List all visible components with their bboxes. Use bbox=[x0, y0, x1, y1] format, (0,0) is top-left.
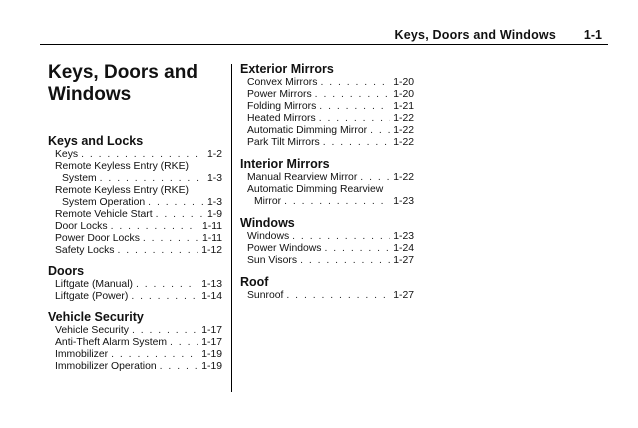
entry-page: 1-14 bbox=[201, 291, 222, 302]
dot-leader bbox=[131, 291, 198, 303]
entry-label: Remote Vehicle Start bbox=[55, 209, 153, 220]
dot-leader bbox=[320, 77, 390, 89]
toc-entry-safety-locks[interactable] bbox=[48, 245, 222, 257]
chapter-title-line-2: Windows bbox=[48, 84, 132, 105]
entry-label: Sunroof bbox=[247, 290, 284, 301]
entry-label: Keys bbox=[55, 149, 79, 160]
section-title[interactable]: Roof bbox=[240, 275, 269, 289]
dot-leader bbox=[360, 172, 390, 184]
dot-leader bbox=[148, 197, 204, 209]
entry-page: 1-11 bbox=[201, 221, 222, 232]
entry-label: Manual Rearview Mirror bbox=[247, 172, 358, 183]
toc-entry-automatic-dimming-rearview-mirror[interactable] bbox=[240, 184, 414, 208]
dot-leader bbox=[319, 101, 390, 113]
dot-leader bbox=[284, 196, 390, 208]
chapter-title-line-1: Keys, Doors and bbox=[48, 62, 198, 83]
toc-entry-power-door-locks[interactable] bbox=[48, 233, 222, 245]
entry-label: Folding Mirrors bbox=[247, 101, 317, 112]
entry-page: 1-19 bbox=[201, 349, 222, 360]
header-rule bbox=[40, 44, 608, 45]
entry-label: Park Tilt Mirrors bbox=[247, 137, 320, 148]
section-keys-and-locks bbox=[48, 134, 222, 257]
entry-page: 1-22 bbox=[393, 113, 414, 124]
entry-page: 1-23 bbox=[393, 196, 414, 207]
entry-page: 1-12 bbox=[201, 245, 222, 256]
dot-leader bbox=[319, 113, 390, 125]
dot-leader bbox=[118, 245, 199, 257]
toc-entry-door-locks[interactable] bbox=[48, 221, 222, 233]
entry-page: 1-3 bbox=[206, 197, 222, 208]
dot-leader bbox=[370, 125, 390, 137]
section-title[interactable]: Exterior Mirrors bbox=[240, 62, 334, 76]
toc-entry-rke-system-operation[interactable] bbox=[48, 185, 222, 209]
entry-label: Immobilizer Operation bbox=[55, 361, 157, 372]
toc-entry-manual-rearview-mirror[interactable] bbox=[240, 172, 414, 184]
column-divider bbox=[231, 64, 232, 392]
toc-entry-sunroof[interactable] bbox=[240, 290, 414, 302]
entry-label: Immobilizer bbox=[55, 349, 109, 360]
entry-label: Windows bbox=[247, 231, 290, 242]
entry-page: 1-22 bbox=[393, 125, 414, 136]
entry-label-continued: Mirror bbox=[254, 196, 282, 207]
toc-entry-power-windows[interactable] bbox=[240, 243, 414, 255]
entry-label: Vehicle Security bbox=[55, 325, 129, 336]
toc-entry-immobilizer-operation[interactable] bbox=[48, 361, 222, 373]
toc-left-column bbox=[48, 62, 222, 380]
entry-page: 1-24 bbox=[393, 243, 414, 254]
entry-label-continued: System Operation bbox=[62, 197, 146, 208]
toc-entry-sun-visors[interactable] bbox=[240, 255, 414, 267]
entry-label: Door Locks bbox=[55, 221, 108, 232]
section-interior-mirrors bbox=[240, 157, 414, 208]
entry-label-continued: System bbox=[62, 173, 97, 184]
dot-leader bbox=[111, 349, 198, 361]
toc-entry-immobilizer[interactable] bbox=[48, 349, 222, 361]
toc-entry-anti-theft-alarm[interactable] bbox=[48, 337, 222, 349]
section-title[interactable]: Keys and Locks bbox=[48, 134, 144, 148]
entry-label: Safety Locks bbox=[55, 245, 115, 256]
page-number: 1-1 bbox=[583, 28, 602, 42]
entry-page: 1-9 bbox=[206, 209, 222, 220]
toc-entry-liftgate-power[interactable] bbox=[48, 291, 222, 303]
entry-page: 1-27 bbox=[393, 255, 414, 266]
dot-leader bbox=[170, 337, 198, 349]
section-exterior-mirrors bbox=[240, 62, 414, 149]
toc-entry-folding-mirrors[interactable] bbox=[240, 101, 414, 113]
dot-leader bbox=[143, 233, 199, 245]
entry-label: Power Door Locks bbox=[55, 233, 140, 244]
toc-entry-heated-mirrors[interactable] bbox=[240, 113, 414, 125]
dot-leader bbox=[100, 173, 204, 185]
entry-label: Automatic Dimming Rearview bbox=[247, 184, 384, 195]
toc-entry-power-mirrors[interactable] bbox=[240, 89, 414, 101]
dot-leader bbox=[156, 209, 204, 221]
toc-entry-vehicle-security[interactable] bbox=[48, 325, 222, 337]
entry-page: 1-13 bbox=[201, 279, 222, 290]
dot-leader bbox=[136, 279, 198, 291]
entry-label: Convex Mirrors bbox=[247, 77, 318, 88]
section-title[interactable]: Interior Mirrors bbox=[240, 157, 330, 171]
entry-page: 1-17 bbox=[201, 325, 222, 336]
entry-page: 1-22 bbox=[393, 172, 414, 183]
entry-page: 1-27 bbox=[393, 290, 414, 301]
chapter-title bbox=[48, 62, 222, 106]
toc-entry-convex-mirrors[interactable] bbox=[240, 77, 414, 89]
dot-leader bbox=[81, 149, 204, 161]
dot-leader bbox=[292, 231, 390, 243]
section-doors bbox=[48, 264, 222, 303]
entry-page: 1-23 bbox=[393, 231, 414, 242]
entry-label: Automatic Dimming Mirror bbox=[247, 125, 368, 136]
dot-leader bbox=[132, 325, 198, 337]
toc-right-column bbox=[240, 62, 414, 310]
entry-page: 1-21 bbox=[393, 101, 414, 112]
entry-page: 1-3 bbox=[206, 173, 222, 184]
entry-label: Anti-Theft Alarm System bbox=[55, 337, 168, 348]
entry-page: 1-20 bbox=[393, 77, 414, 88]
dot-leader bbox=[300, 255, 390, 267]
section-roof bbox=[240, 275, 414, 302]
section-title[interactable]: Doors bbox=[48, 264, 85, 278]
entry-page: 1-19 bbox=[201, 361, 222, 372]
entry-label: Liftgate (Manual) bbox=[55, 279, 133, 290]
entry-label: Remote Keyless Entry (RKE) bbox=[55, 161, 189, 172]
section-title[interactable]: Windows bbox=[240, 216, 295, 230]
toc-entry-automatic-dimming-mirror[interactable] bbox=[240, 125, 414, 137]
toc-entry-park-tilt-mirrors[interactable] bbox=[240, 137, 414, 149]
entry-page: 1-11 bbox=[201, 233, 222, 244]
dot-leader bbox=[286, 290, 390, 302]
entry-label: Remote Keyless Entry (RKE) bbox=[55, 185, 189, 196]
entry-label: Liftgate (Power) bbox=[55, 291, 129, 302]
section-vehicle-security bbox=[48, 310, 222, 373]
section-title[interactable]: Vehicle Security bbox=[48, 310, 144, 324]
dot-leader bbox=[111, 221, 199, 233]
entry-page: 1-2 bbox=[206, 149, 222, 160]
entry-label: Power Windows bbox=[247, 243, 322, 254]
toc-entry-rke-system[interactable] bbox=[48, 161, 222, 185]
running-header-title: Keys, Doors and Windows bbox=[394, 28, 556, 42]
dot-leader bbox=[315, 89, 391, 101]
toc-entry-windows[interactable] bbox=[240, 231, 414, 243]
running-header bbox=[40, 24, 608, 44]
dot-leader bbox=[323, 137, 390, 149]
entry-page: 1-20 bbox=[393, 89, 414, 100]
entry-page: 1-17 bbox=[201, 337, 222, 348]
dot-leader bbox=[160, 361, 199, 373]
entry-page: 1-22 bbox=[393, 137, 414, 148]
toc-entry-liftgate-manual[interactable] bbox=[48, 279, 222, 291]
entry-label: Power Mirrors bbox=[247, 89, 312, 100]
toc-entry-keys[interactable] bbox=[48, 149, 222, 161]
entry-label: Heated Mirrors bbox=[247, 113, 316, 124]
section-windows bbox=[240, 216, 414, 267]
entry-label: Sun Visors bbox=[247, 255, 298, 266]
toc-entry-remote-vehicle-start[interactable] bbox=[48, 209, 222, 221]
dot-leader bbox=[325, 243, 391, 255]
